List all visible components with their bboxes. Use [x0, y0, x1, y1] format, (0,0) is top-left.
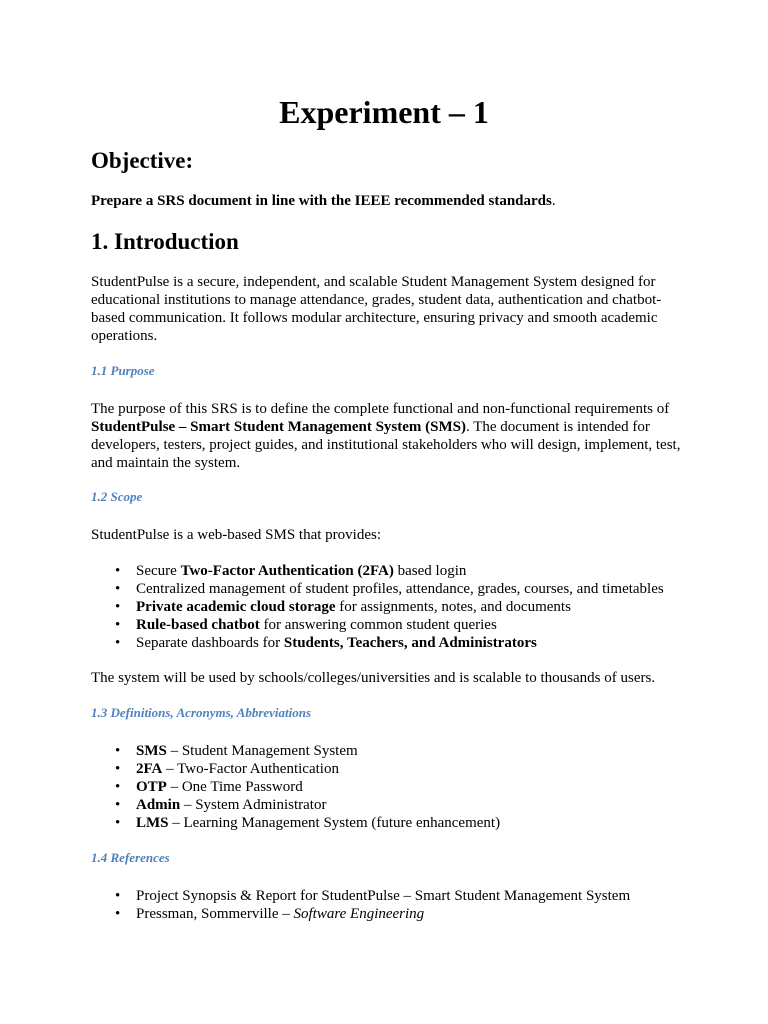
scope-item-bold: Students, Teachers, and Administrators: [283, 635, 537, 651]
objective-heading: Objective:: [91, 148, 194, 173]
purpose-text-start: The purpose of this SRS is to define the complete functional and non-functional requirements of: [91, 401, 670, 417]
definition-desc: – Two-Factor Authentication: [162, 761, 339, 777]
definition-term: OTP: [136, 779, 167, 795]
reference-item: [91, 887, 691, 905]
definition-item: [91, 814, 691, 832]
reference-text: Pressman, Sommerville –: [136, 906, 294, 922]
scope-intro: StudentPulse is a web-based SMS that provides:: [91, 527, 381, 543]
definition-term: 2FA: [136, 761, 163, 777]
objective-text-bold: Prepare a SRS document in line with the IEEE recommended standards: [91, 193, 552, 209]
scope-list: [91, 562, 691, 652]
introduction-heading: 1. Introduction: [91, 229, 239, 254]
definition-item: [91, 796, 691, 814]
objective-text: [91, 192, 681, 210]
reference-italic: Software Engineering: [293, 906, 425, 922]
definition-desc: – One Time Password: [166, 779, 303, 795]
purpose-text-end: . The document is intended for developers, testers, project guides, and institutional stakeholders who will design, implement, test, and maintain the system.: [91, 419, 681, 471]
scope-list-item: [91, 580, 691, 598]
definition-term: LMS: [136, 815, 169, 831]
definition-term: Admin: [136, 797, 181, 813]
scope-list-item: [91, 598, 691, 616]
scope-item-bold: Private academic cloud storage: [136, 599, 336, 615]
introduction-paragraph: StudentPulse is a secure, independent, and scalable Student Management System designed for educational institutions to manage attendance, grades, student data, authentication and chatbot-based communication. It follows modular architecture, ensuring privacy and smooth academic operations.: [91, 274, 662, 344]
definitions-list: [91, 742, 691, 832]
scope-item-text: Secure: [136, 563, 181, 579]
scope-item-text: based login: [393, 563, 467, 579]
definition-item: [91, 778, 691, 796]
purpose-paragraph: [91, 400, 681, 472]
scope-list-item: [91, 616, 691, 634]
scope-list-item: [91, 634, 691, 652]
references-heading: 1.4 References: [91, 850, 170, 865]
scope-closing: The system will be used by schools/colleges/universities and is scalable to thousands of users.: [91, 670, 656, 686]
purpose-heading: 1.1 Purpose: [91, 363, 155, 378]
scope-list-item: [91, 562, 691, 580]
scope-item-bold: Rule-based chatbot: [136, 617, 260, 633]
reference-item: [91, 905, 691, 923]
scope-heading: 1.2 Scope: [91, 489, 143, 504]
objective-text-end: .: [551, 193, 556, 209]
reference-text: Project Synopsis & Report for StudentPulse – Smart Student Management System: [136, 888, 631, 904]
definition-term: SMS: [136, 743, 167, 759]
scope-item-text: for assignments, notes, and documents: [335, 599, 571, 615]
definition-desc: – Student Management System: [166, 743, 358, 759]
definition-item: [91, 760, 691, 778]
scope-item-text: for answering common student queries: [259, 617, 497, 633]
scope-item-text: Centralized management of student profiles, attendance, grades, courses, and timetables: [136, 581, 664, 597]
scope-item-text: Separate dashboards for: [136, 635, 284, 651]
definition-desc: – Learning Management System (future enhancement): [168, 815, 501, 831]
references-list: [91, 887, 691, 923]
page-title: Experiment – 1: [279, 94, 489, 130]
definition-desc: – System Administrator: [180, 797, 327, 813]
definition-item: [91, 742, 691, 760]
purpose-text-bold: StudentPulse – Smart Student Management System (SMS): [91, 419, 466, 435]
definitions-heading: 1.3 Definitions, Acronyms, Abbreviations: [91, 705, 312, 720]
scope-item-bold: Two-Factor Authentication (2FA): [180, 563, 394, 579]
